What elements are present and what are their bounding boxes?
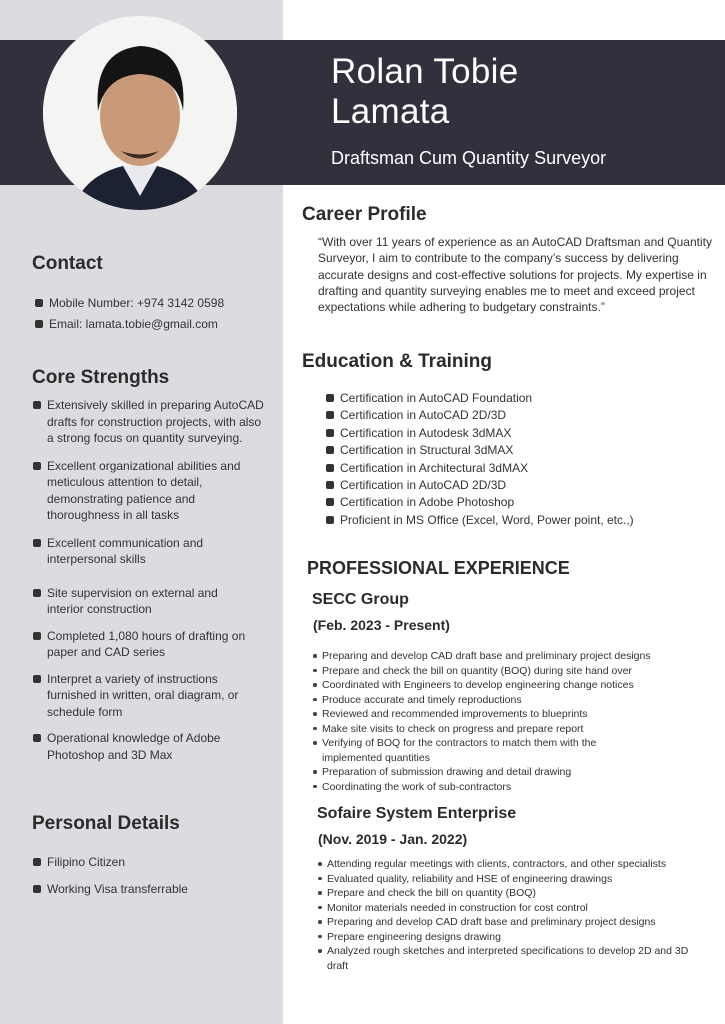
job-company: Sofaire System Enterprise xyxy=(317,805,517,822)
duty-item: Prepare engineering designs drawing xyxy=(327,930,719,945)
education-item: Certification in Structural 3dMAX xyxy=(340,442,634,459)
core-strengths-list xyxy=(47,397,267,763)
education-item: Certification in AutoCAD Foundation xyxy=(340,390,634,407)
personal-item: Working Visa transferrable xyxy=(47,881,188,896)
duty-item: Make site visits to check on progress and prepare report xyxy=(322,722,717,737)
core-strengths-heading: Core Strengths xyxy=(32,367,170,388)
duty-item: Evaluated quality, reliability and HSE of engineering drawings xyxy=(327,872,719,887)
job-dates: (Nov. 2019 - Jan. 2022) xyxy=(318,831,468,847)
experience-heading: PROFESSIONAL EXPERIENCE xyxy=(307,558,570,578)
duty-item: Preparing and develop CAD draft base and preliminary project designs xyxy=(322,649,717,664)
education-item: Proficient in MS Office (Excel, Word, Power point, etc.,) xyxy=(340,512,634,529)
education-heading: Education & Training xyxy=(302,351,493,372)
duty-item: Coordinating the work of sub-contractors xyxy=(322,780,717,795)
strength-item: Completed 1,080 hours of drafting on paper and CAD series xyxy=(47,628,267,661)
education-item: Certification in AutoCAD 2D/3D xyxy=(340,477,634,494)
personal-item: Filipino Citizen xyxy=(47,854,188,871)
job-duties-list xyxy=(327,857,719,973)
duty-item: Preparation of submission drawing and detail drawing xyxy=(322,765,717,780)
strength-item: Excellent communication and interpersonal skills xyxy=(47,535,237,568)
strength-item: Site supervision on external and interior construction xyxy=(47,585,247,618)
duty-item: Preparing and develop CAD draft base and preliminary project designs xyxy=(327,915,719,930)
strength-item: Extensively skilled in preparing AutoCAD drafts for construction projects, with also a strong focus on quantity surveying. xyxy=(47,397,267,447)
education-item: Certification in AutoCAD 2D/3D xyxy=(340,407,634,424)
contact-list xyxy=(49,295,224,332)
profile-photo xyxy=(43,16,237,210)
duty-item: Produce accurate and timely reproductions xyxy=(322,693,717,708)
contact-email: Email: lamata.tobie@gmail.com xyxy=(49,316,224,333)
duty-item: Monitor materials needed in construction for cost control xyxy=(327,901,719,916)
education-item: Certification in Adobe Photoshop xyxy=(340,494,634,511)
duty-item: Prepare and check the bill on quantity (BOQ) during site hand over xyxy=(322,664,717,679)
personal-details-heading: Personal Details xyxy=(32,813,180,834)
duty-item: Analyzed rough sketches and interpreted specifications to develop 2D and 3D draft xyxy=(327,944,712,973)
duty-item: Coordinated with Engineers to develop engineering change notices xyxy=(322,678,717,693)
duty-item: Attending regular meetings with clients, contractors, and other specialists xyxy=(327,857,687,872)
personal-details-list xyxy=(47,854,188,897)
duty-item: Prepare and check the bill on quantity (BOQ) xyxy=(327,886,719,901)
career-profile-text: “With over 11 years of experience as an AutoCAD Draftsman and Quantity Surveyor, I aim to contribute to the company’s success by delivering accurate designs and cost-effective solutions for projects. My expertise in drafting and quantity surveying enables me to meet and exceed project expectations while adhering to budgetary constraints.” xyxy=(318,235,712,315)
duty-item: Verifying of BOQ for the contractors to match them with the implemented quantities xyxy=(322,736,652,765)
strength-item: Interpret a variety of instructions furnished in written, oral diagram, or schedule form xyxy=(47,671,259,721)
job-title: Draftsman Cum Quantity Surveyor xyxy=(331,148,607,168)
job-duties-list xyxy=(322,649,717,794)
education-list xyxy=(340,390,634,529)
strength-item: Excellent organizational abilities and meticulous attention to detail, demonstrating patience and thoroughness in all tasks xyxy=(47,458,267,524)
career-profile-heading: Career Profile xyxy=(302,204,427,225)
candidate-name: Rolan Tobie Lamata xyxy=(331,52,519,131)
contact-heading: Contact xyxy=(32,253,103,274)
education-item: Certification in Autodesk 3dMAX xyxy=(340,425,634,442)
education-item: Certification in Architectural 3dMAX xyxy=(340,460,634,477)
strength-item: Operational knowledge of Adobe Photoshop and 3D Max xyxy=(47,730,257,763)
job-company: SECC Group xyxy=(312,591,409,608)
duty-item: Reviewed and recommended improvements to blueprints xyxy=(322,707,717,722)
contact-phone: Mobile Number: +974 3142 0598 xyxy=(49,296,225,310)
job-dates: (Feb. 2023 - Present) xyxy=(313,617,450,633)
